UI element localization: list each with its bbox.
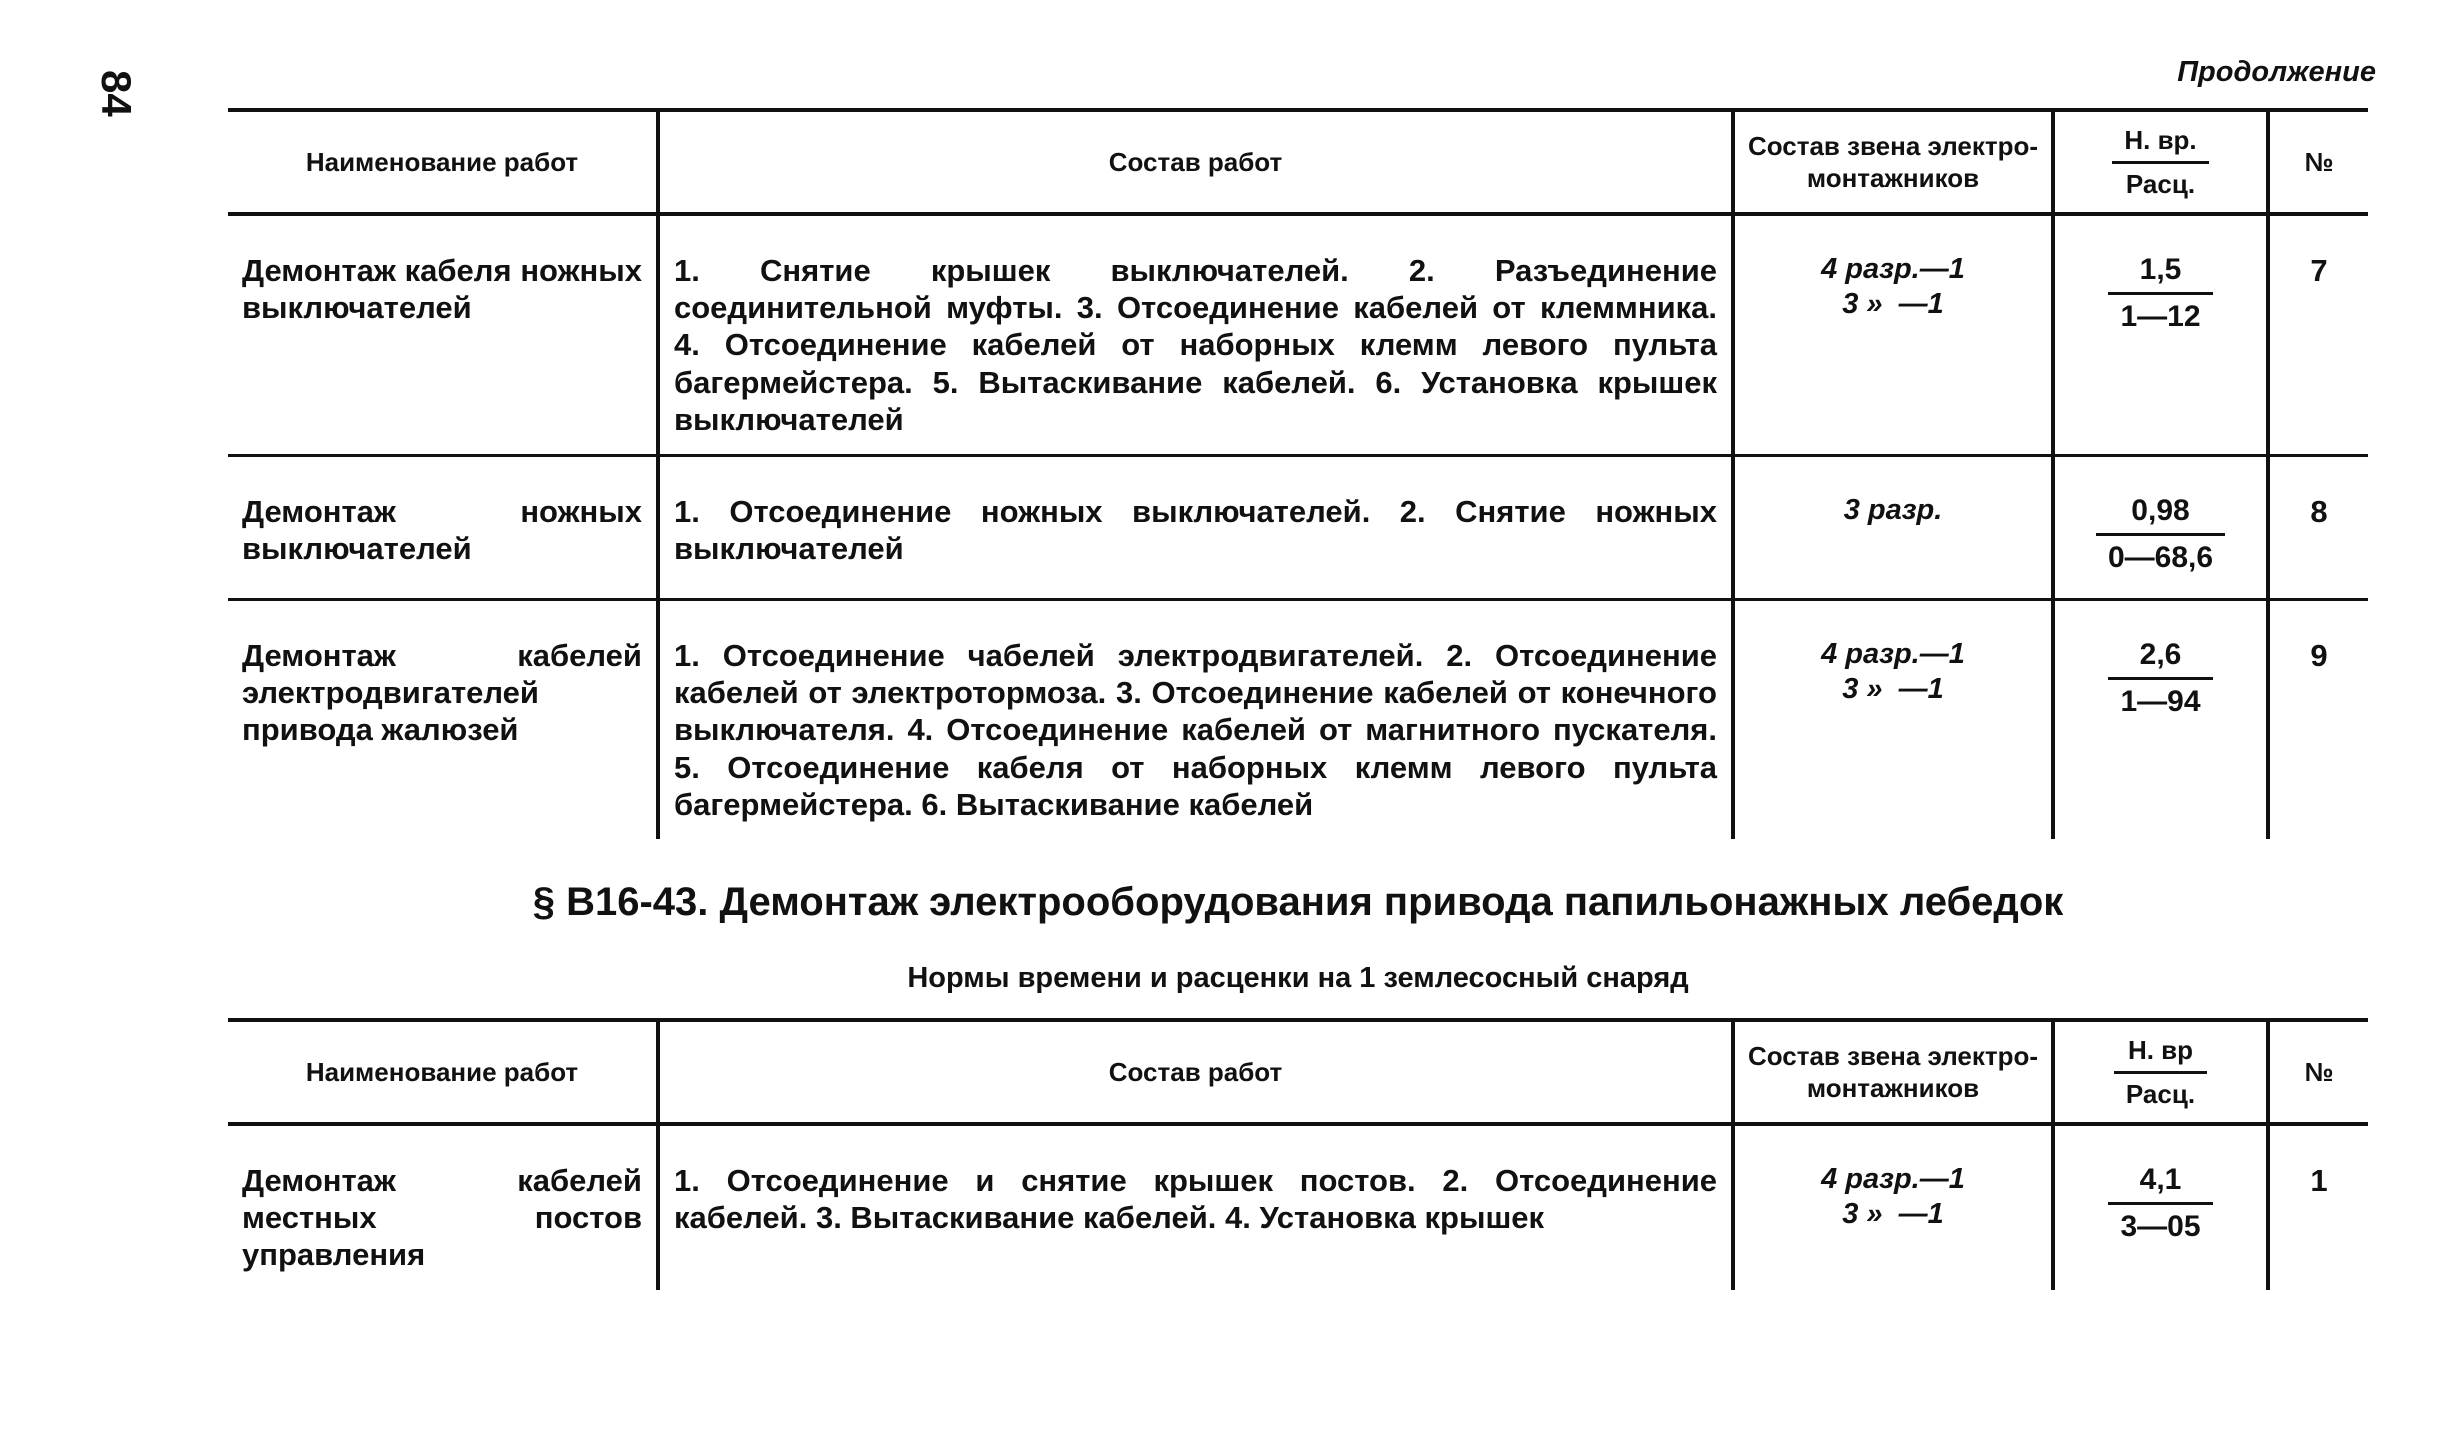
header-norm (2053, 110, 2268, 214)
header-rate: Расц. (2125, 1078, 2196, 1109)
header-name: Наименование работ (228, 1020, 658, 1124)
header-composition: Состав работ (658, 110, 1733, 214)
crew-line: 4 разр.—1 (1821, 253, 1965, 285)
header-crew: Состав звена электро-монтажников (1733, 110, 2053, 214)
section-title: § В16-43. Демонтаж электрооборудования привода папильонажных лебедок (532, 880, 2064, 924)
row-number: 7 (2268, 214, 2368, 455)
rate: 1—94 (2120, 684, 2201, 718)
crew-composition (1733, 599, 2053, 838)
table-row (228, 214, 2368, 455)
crew-line: 3 » —1 (1842, 287, 1944, 320)
norm-cell (2053, 599, 2268, 838)
table-header-row (228, 110, 2368, 214)
header-name: Наименование работ (228, 110, 658, 214)
norms-table-2 (228, 1018, 2368, 1290)
norm-time: 0,98 (2096, 493, 2225, 536)
rate: 1—12 (2120, 300, 2201, 333)
crew-composition (1733, 1124, 2053, 1290)
table-header-row (228, 1020, 2368, 1124)
work-name: Демонтаж кабелей местных постов управления (242, 1163, 642, 1273)
header-composition: Состав работ (658, 1020, 1733, 1124)
work-name: Демонтаж кабелей электродвигателей привода жалюзей (242, 637, 642, 748)
section-subtitle: Нормы времени и расценки на 1 землесосный снаряд (907, 962, 1689, 994)
work-composition: 1. Отсоединение ножных выключателей. 2. Снятие ножных выключателей (658, 455, 1733, 599)
header-crew: Состав звена электро-монтажников (1733, 1020, 2053, 1124)
header-number: № (2268, 110, 2368, 214)
crew-line: 3 » —1 (1842, 672, 1944, 705)
crew-line: 3 » —1 (1842, 1197, 1944, 1230)
row-number: 1 (2268, 1124, 2368, 1290)
header-norm-time: Н. вр. (2112, 124, 2208, 164)
table-row (228, 599, 2368, 838)
work-composition: 1. Снятие крышек выключателей. 2. Разъединение соединительной муфты. 3. Отсоединение кабелей от клеммника. 4. Отсоединение кабелей от наборных клемм левого пульта багермейстера. 5. Вытаскивание кабелей. 6. Установка крышек выключателей (658, 214, 1733, 455)
norm-time: 1,5 (2108, 252, 2212, 295)
crew-line: 4 разр.—1 (1821, 637, 1965, 670)
page-number: 84 (93, 70, 140, 117)
rate: 0—68,6 (2107, 540, 2214, 574)
norm-cell (2053, 1124, 2268, 1290)
norms-table-1 (228, 108, 2368, 839)
norm-time: 2,6 (2108, 637, 2212, 680)
crew-composition (1733, 455, 2053, 599)
norm-cell (2053, 214, 2268, 455)
header-rate: Расц. (2125, 168, 2196, 199)
table-row (228, 1124, 2368, 1290)
continuation-label: Продолжение (2177, 56, 2376, 88)
row-number: 8 (2268, 455, 2368, 599)
header-norm-time: Н. вр (2114, 1034, 2207, 1074)
header-norm (2053, 1020, 2268, 1124)
work-name: Демонтаж ножных выключателей (228, 455, 658, 599)
work-name: Демонтаж кабеля ножных выключателей (228, 214, 658, 455)
header-number: № (2268, 1020, 2368, 1124)
crew-line: 3 разр. (1843, 493, 1943, 526)
work-composition: 1. Отсоединение и снятие крышек постов. 2. Отсоединение кабелей. 3. Вытаскивание кабелей. 4. Установка крышек (658, 1124, 1733, 1290)
row-number: 9 (2268, 599, 2368, 838)
norm-time: 4,1 (2108, 1162, 2212, 1205)
work-composition: 1. Отсоединение чабелей электродвигателей. 2. Отсоединение кабелей от электротормоза. 3. Отсоединение кабелей от конечного выключателя. 4. Отсоединение кабелей от магнитного пускателя. 5. Отсоединение кабеля от наборных клемм левого пульта багермейстера. 6. Вытаскивание кабелей (658, 599, 1733, 838)
rate: 3—05 (2120, 1210, 2201, 1243)
norm-cell (2053, 455, 2268, 599)
crew-composition (1733, 214, 2053, 455)
crew-line: 4 разр.—1 (1821, 1163, 1965, 1195)
table-row (228, 455, 2368, 599)
